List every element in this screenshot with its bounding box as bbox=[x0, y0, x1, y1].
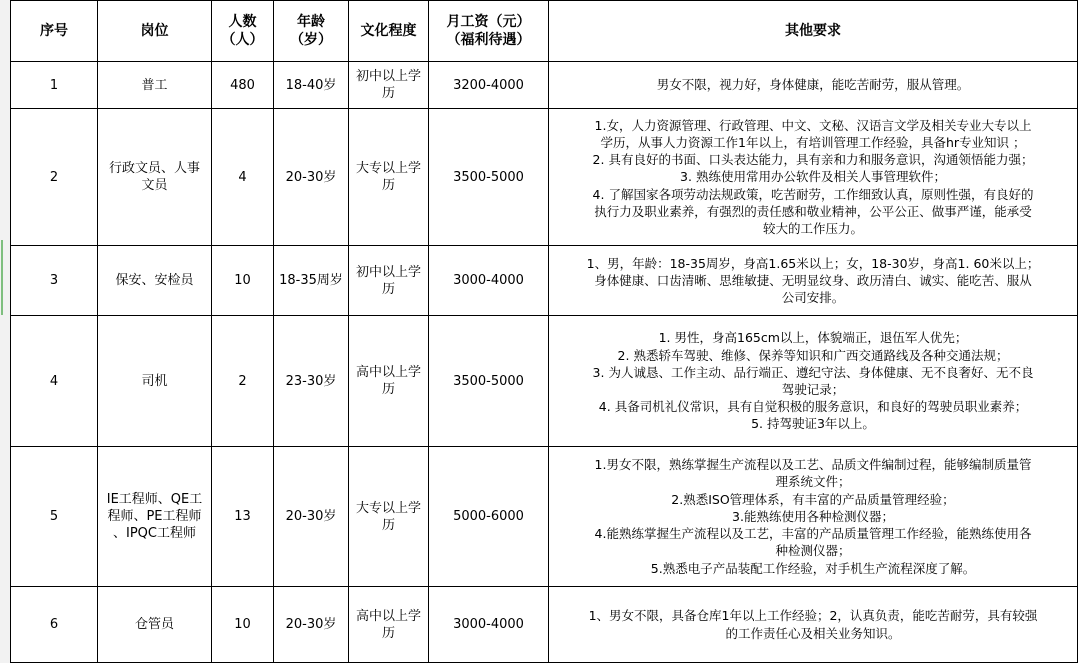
cell-position-line: 程师、PE工程师 bbox=[107, 509, 202, 524]
cell-requirements-line: 理系统文件； bbox=[775, 474, 851, 490]
cell-age-line: 23-30岁 bbox=[285, 373, 337, 389]
cell-age bbox=[274, 587, 349, 663]
cell-salary bbox=[429, 447, 549, 587]
cell-count-line: 10 bbox=[234, 273, 251, 288]
cell-no bbox=[11, 109, 98, 246]
cell-education bbox=[349, 316, 429, 447]
cell-count bbox=[212, 316, 274, 447]
cell-position bbox=[98, 62, 212, 109]
cell-education bbox=[349, 62, 429, 109]
header-salary bbox=[429, 1, 549, 62]
header-no: 序号 bbox=[11, 1, 98, 62]
cell-requirements-line: 4. 具备司机礼仪常识，具有自觉积极的服务意识，和良好的驾驶员职业素养； bbox=[598, 399, 1028, 415]
cell-salary bbox=[429, 316, 549, 447]
cell-position-line: 司机 bbox=[141, 373, 168, 389]
cell-education bbox=[349, 447, 429, 587]
cell-education-line: 大专以上学 bbox=[355, 161, 421, 176]
cell-position bbox=[98, 109, 212, 246]
cell-position-line: IE工程师、QE工 bbox=[106, 492, 203, 507]
table-row bbox=[11, 246, 1078, 316]
cell-requirements-line: 学历，从事人力资源工作1年以上，有培训管理工作经验，具备hr专业知识 ； bbox=[600, 134, 1026, 150]
cell-count-line: 480 bbox=[230, 77, 255, 93]
header-count-line: （人） bbox=[221, 32, 264, 48]
header-age bbox=[274, 1, 349, 62]
cell-requirements-line: 2. 具有良好的书面、口头表达能力，具有亲和力和服务意识，沟通领悟能力强； bbox=[592, 152, 1034, 168]
cell-count bbox=[212, 246, 274, 316]
table-row bbox=[11, 447, 1078, 587]
cell-salary-line: 3200-4000 bbox=[453, 77, 524, 93]
cell-requirements bbox=[549, 246, 1078, 316]
cell-position-line: 、IPQC工程师 bbox=[113, 526, 196, 541]
cell-age bbox=[274, 62, 349, 109]
cell-requirements-line: 1、男女不限，具备仓库1年以上工作经验；2，认真负责，能吃苦耐劳，具有较强 bbox=[588, 608, 1038, 624]
cell-age-line: 18-40岁 bbox=[285, 77, 337, 93]
header-count bbox=[212, 1, 274, 62]
cell-count-line: 10 bbox=[234, 617, 251, 632]
cell-requirements-line: 3.能熟练使用各种检测仪器； bbox=[732, 508, 894, 524]
cell-requirements-line: 3. 熟练使用常用办公软件及相关人事管理软件； bbox=[680, 169, 946, 185]
cell-requirements bbox=[549, 62, 1078, 109]
cell-salary-line: 5000-6000 bbox=[453, 509, 524, 524]
header-position: 岗位 bbox=[98, 1, 212, 62]
cell-education-line: 历 bbox=[381, 625, 395, 641]
cell-position bbox=[98, 587, 212, 663]
cell-requirements bbox=[549, 587, 1078, 663]
cell-age bbox=[274, 246, 349, 316]
header-salary-line: 月工资（元） bbox=[446, 14, 531, 30]
cell-requirements-line: 4.能熟练掌握生产流程以及工艺，丰富的产品质量管理工作经验，能熟练使用各 bbox=[594, 526, 1032, 542]
cell-count bbox=[212, 109, 274, 246]
cell-requirements-line: 5.熟悉电子产品装配工作经验，对手机生产流程深度了解。 bbox=[650, 560, 976, 576]
cell-count bbox=[212, 62, 274, 109]
cell-salary bbox=[429, 109, 549, 246]
cell-position bbox=[98, 447, 212, 587]
cell-salary bbox=[429, 587, 549, 663]
cell-requirements-line: 男女不限，视力好，身体健康，能吃苦耐劳，服从管理。 bbox=[656, 77, 970, 93]
cell-education-line: 高中以上学 bbox=[355, 608, 421, 624]
cell-no-line: 1 bbox=[49, 77, 59, 93]
header-row bbox=[11, 1, 1078, 62]
cell-education-line: 大专以上学 bbox=[355, 500, 421, 516]
cell-age-line: 20-30岁 bbox=[285, 169, 337, 185]
cell-no-line: 6 bbox=[49, 617, 59, 632]
cell-requirements-line: 5. 持驾驶证3年以上。 bbox=[751, 416, 875, 432]
cell-count-line: 2 bbox=[238, 373, 247, 389]
cell-education-line: 历 bbox=[381, 178, 395, 193]
cell-no-line: 2 bbox=[49, 169, 59, 185]
cell-requirements-line: 1. 男性，身高165cm以上，体貌端正，退伍军人优先； bbox=[658, 330, 968, 346]
cell-age bbox=[274, 109, 349, 246]
header-age-line: 年龄 bbox=[297, 14, 325, 30]
cell-education bbox=[349, 109, 429, 246]
cell-no-line: 3 bbox=[49, 273, 59, 288]
cell-education-line: 历 bbox=[381, 517, 395, 533]
table-row bbox=[11, 62, 1078, 109]
cell-education bbox=[349, 587, 429, 663]
cell-age bbox=[274, 447, 349, 587]
cell-position-line: 行政文员、人事 bbox=[108, 161, 200, 176]
cell-requirements-line: 的工作责任心及相关业务知识。 bbox=[725, 625, 901, 641]
recruitment-table bbox=[10, 0, 1078, 663]
cell-count bbox=[212, 587, 274, 663]
row-gutter bbox=[0, 0, 10, 663]
cell-no bbox=[11, 246, 98, 316]
cell-no bbox=[11, 316, 98, 447]
header-age-line: （岁） bbox=[290, 32, 332, 48]
cell-no-line: 5 bbox=[49, 509, 59, 524]
table-row bbox=[11, 316, 1078, 447]
cell-no bbox=[11, 587, 98, 663]
cell-education-line: 高中以上学 bbox=[355, 365, 421, 380]
cell-salary bbox=[429, 62, 549, 109]
cell-education-line: 初中以上学 bbox=[355, 264, 421, 280]
cell-position-line: 文员 bbox=[141, 178, 168, 193]
cell-education-line: 历 bbox=[381, 382, 395, 397]
cell-count bbox=[212, 447, 274, 587]
cell-requirements-line: 身体健康、口齿清晰、思维敏捷、无明显纹身、政历清白、诚实、能吃苦、服从 bbox=[594, 272, 1032, 288]
header-salary-line: （福利待遇） bbox=[446, 32, 531, 48]
cell-requirements-line: 1.女，人力资源管理、行政管理、中文、文秘、汉语言文学及相关专业大专以上 bbox=[594, 117, 1032, 133]
cell-requirements-line: 种检测仪器； bbox=[775, 543, 851, 559]
cell-education-line: 历 bbox=[381, 281, 395, 297]
cell-requirements-line: 公司安排。 bbox=[781, 290, 845, 306]
cell-salary-line: 3500-5000 bbox=[453, 373, 524, 389]
cell-salary bbox=[429, 246, 549, 316]
cell-position bbox=[98, 246, 212, 316]
cell-requirements bbox=[549, 447, 1078, 587]
cell-requirements bbox=[549, 316, 1078, 447]
cell-education-line: 初中以上学 bbox=[355, 69, 421, 84]
cell-no bbox=[11, 447, 98, 587]
cell-requirements-line: 4. 了解国家各项劳动法规政策，吃苦耐劳，工作细致认真，原则性强，有良好的 bbox=[592, 186, 1034, 202]
header-count-line: 人数 bbox=[228, 14, 257, 30]
cell-requirements-line: 驾驶记录； bbox=[781, 382, 845, 397]
cell-no bbox=[11, 62, 98, 109]
cell-position-line: 普工 bbox=[141, 77, 168, 93]
cell-salary-line: 3500-5000 bbox=[453, 169, 524, 185]
cell-requirements-line: 较大的工作压力。 bbox=[762, 221, 863, 236]
cell-requirements-line: 2.熟悉ISO管理体系，有丰富的产品质量管理经验； bbox=[671, 491, 955, 507]
cell-age bbox=[274, 316, 349, 447]
cell-requirements-line: 执行力及职业素养，有强烈的责任感和敬业精神，公平公正、做事严谨，能承受 bbox=[594, 203, 1032, 219]
table-row bbox=[11, 109, 1078, 246]
cell-requirements-line: 3. 为人诚恳、工作主动、品行端正、遵纪守法、身体健康、无不良奢好、无不良 bbox=[592, 364, 1034, 380]
cell-position bbox=[98, 316, 212, 447]
cell-requirements-line: 2. 熟悉轿车驾驶、维修、保养等知识和广西交通路线及各种交通法规； bbox=[617, 347, 1009, 363]
selected-row-marker bbox=[1, 240, 3, 315]
table-row bbox=[11, 587, 1078, 663]
cell-education-line: 历 bbox=[381, 86, 395, 101]
cell-requirements bbox=[549, 109, 1078, 246]
cell-age-line: 18-35周岁 bbox=[279, 273, 343, 288]
header-education: 文化程度 bbox=[349, 1, 429, 62]
cell-salary-line: 3000-4000 bbox=[453, 617, 524, 632]
cell-position-line: 仓管员 bbox=[134, 617, 174, 632]
cell-count-line: 4 bbox=[238, 169, 247, 185]
cell-requirements-line: 1.男女不限，熟练掌握生产流程以及工艺、品质文件编制过程，能够编制质量管 bbox=[594, 457, 1032, 473]
cell-requirements-line: 1、男，年龄：18-35周岁，身高1.65米以上；女，18-30岁，身高1. 60米以上； bbox=[586, 255, 1040, 271]
cell-count-line: 13 bbox=[234, 509, 251, 524]
cell-age-line: 20-30岁 bbox=[285, 509, 337, 524]
cell-salary-line: 3000-4000 bbox=[453, 273, 524, 288]
cell-age-line: 20-30岁 bbox=[285, 617, 337, 632]
cell-position-line: 保安、安检员 bbox=[115, 273, 194, 288]
header-requirements: 其他要求 bbox=[549, 1, 1078, 62]
cell-no-line: 4 bbox=[49, 373, 59, 389]
cell-education bbox=[349, 246, 429, 316]
